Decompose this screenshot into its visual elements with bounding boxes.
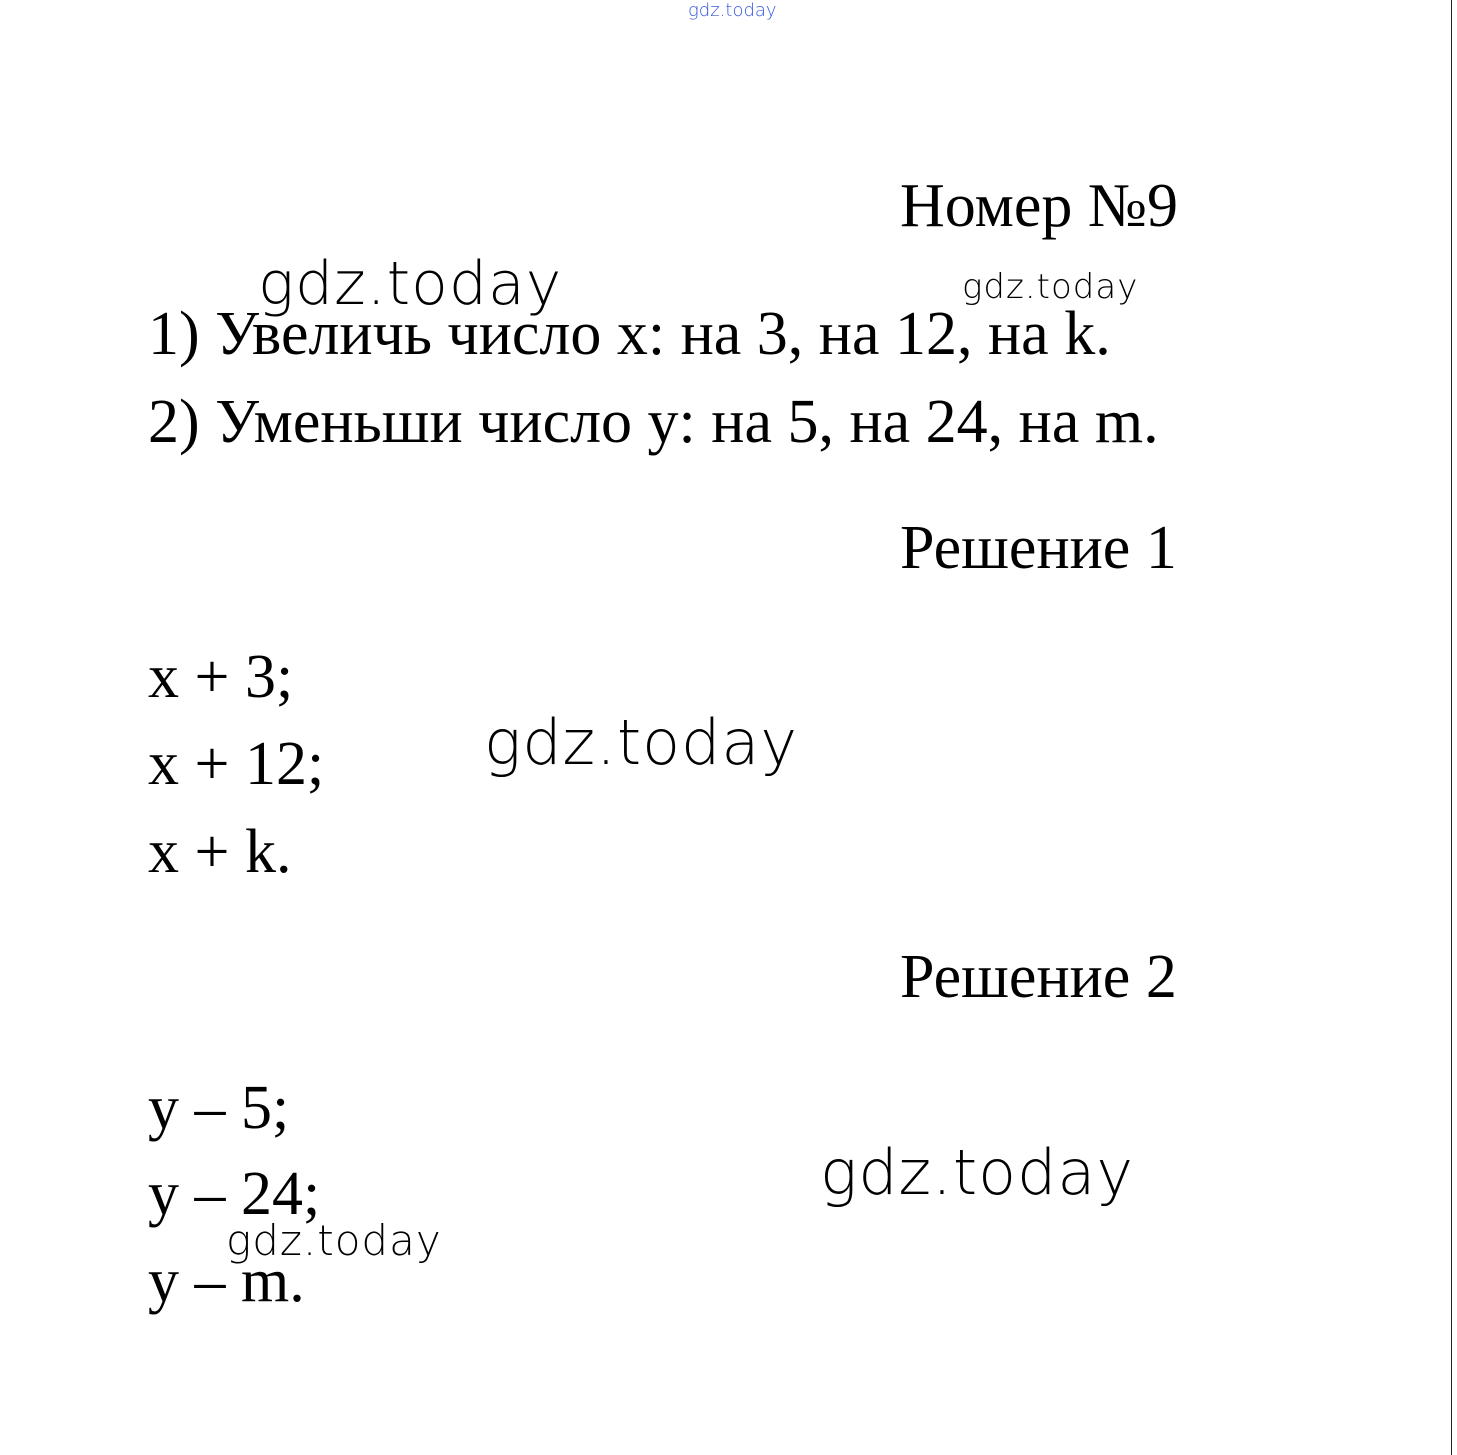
watermark-problem-large: gdz.today	[258, 249, 563, 319]
solution-1-line-3: x + k.	[148, 818, 292, 886]
solution-1-line-2: x + 12;	[148, 730, 325, 798]
watermark-solution-2: gdz.today	[820, 1136, 1135, 1209]
solution-2-line-1: y – 5;	[148, 1074, 290, 1142]
watermark-top: gdz.today	[688, 0, 777, 21]
watermark-solution-1: gdz.today	[484, 706, 799, 779]
solution-1-line-1: x + 3;	[148, 643, 294, 711]
page-right-border	[1451, 0, 1452, 1455]
watermark-bottom: gdz.today	[226, 1216, 442, 1265]
watermark-problem-small: gdz.today	[962, 267, 1139, 307]
solution-2-line-2: y – 24;	[148, 1160, 321, 1228]
problem-item-1: 1) Увеличь число x: на 3, на 12, на k.	[148, 300, 1111, 368]
solution-1-heading: Решение 1	[900, 514, 1177, 582]
solution-2-line-3: y – m.	[148, 1247, 305, 1315]
solution-2-heading: Решение 2	[900, 943, 1177, 1011]
problem-item-2: 2) Уменьши число y: на 5, на 24, на m.	[148, 388, 1159, 456]
exercise-title: Номер №9	[900, 172, 1179, 240]
